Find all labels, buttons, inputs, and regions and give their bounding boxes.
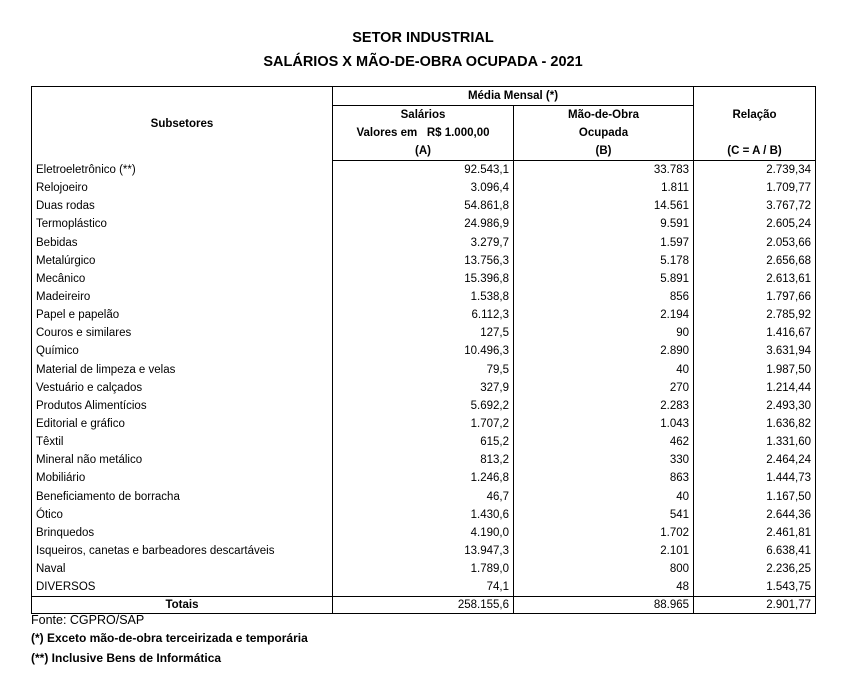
- cell-relacao: 2.493,30: [694, 397, 816, 415]
- header-media-mensal: Média Mensal (*): [333, 87, 694, 106]
- header-mao-de-obra: Mão-de-Obra: [514, 106, 694, 125]
- cell-salarios: 5.692,2: [333, 397, 514, 415]
- header-relacao-spacer: [694, 87, 816, 106]
- cell-relacao: 1.797,66: [694, 288, 816, 306]
- table-body: [32, 161, 816, 597]
- table-row: [32, 161, 816, 180]
- table-row: [32, 324, 816, 342]
- footnote-2: (**) Inclusive Bens de Informática: [31, 651, 222, 665]
- page-title: SETOR INDUSTRIAL: [352, 30, 494, 46]
- cell-salarios: 13.756,3: [333, 252, 514, 270]
- table-row: [32, 524, 816, 542]
- table-row: [32, 342, 816, 360]
- table-row: [32, 306, 816, 324]
- cell-mao-de-obra: 856: [514, 288, 694, 306]
- cell-mao-de-obra: 1.597: [514, 234, 694, 252]
- cell-mao-de-obra: 1.811: [514, 179, 694, 197]
- cell-relacao: 3.767,72: [694, 197, 816, 215]
- page-subtitle: SALÁRIOS X MÃO-DE-OBRA OCUPADA - 2021: [263, 54, 583, 70]
- table-row: [32, 179, 816, 197]
- header-subsetores: Subsetores: [32, 87, 333, 161]
- cell-relacao: 1.709,77: [694, 179, 816, 197]
- cell-salarios: 46,7: [333, 488, 514, 506]
- cell-salarios: 4.190,0: [333, 524, 514, 542]
- cell-subsetor: Ótico: [32, 506, 333, 524]
- table-row: [32, 197, 816, 215]
- table-row: [32, 578, 816, 597]
- cell-relacao: 1.416,67: [694, 324, 816, 342]
- cell-mao-de-obra: 5.891: [514, 270, 694, 288]
- header-salarios: Salários: [333, 106, 514, 125]
- cell-subsetor: Mineral não metálico: [32, 451, 333, 469]
- cell-relacao: 2.739,34: [694, 161, 816, 180]
- cell-subsetor: Isqueiros, canetas e barbeadores descartáveis: [32, 542, 333, 560]
- cell-salarios: 1.430,6: [333, 506, 514, 524]
- cell-mao-de-obra: 9.591: [514, 215, 694, 233]
- cell-subsetor: Mecânico: [32, 270, 333, 288]
- cell-relacao: 1.987,50: [694, 361, 816, 379]
- header-mao-de-obra-sub: Ocupada: [514, 124, 694, 142]
- table-row: [32, 270, 816, 288]
- table-row: [32, 379, 816, 397]
- cell-subsetor: Editorial e gráfico: [32, 415, 333, 433]
- cell-subsetor: Produtos Alimentícios: [32, 397, 333, 415]
- cell-subsetor: Mobiliário: [32, 469, 333, 487]
- cell-salarios: 327,9: [333, 379, 514, 397]
- cell-mao-de-obra: 2.890: [514, 342, 694, 360]
- cell-subsetor: Metalúrgico: [32, 252, 333, 270]
- cell-mao-de-obra: 541: [514, 506, 694, 524]
- cell-salarios: 3.279,7: [333, 234, 514, 252]
- header-relacao-blank: [694, 124, 816, 142]
- cell-mao-de-obra: 2.283: [514, 397, 694, 415]
- cell-mao-de-obra: 48: [514, 578, 694, 597]
- table-row: [32, 542, 816, 560]
- cell-relacao: 1.167,50: [694, 488, 816, 506]
- header-relacao: Relação: [694, 106, 816, 125]
- cell-mao-de-obra: 2.194: [514, 306, 694, 324]
- table-row: [32, 397, 816, 415]
- cell-subsetor: Têxtil: [32, 433, 333, 451]
- cell-relacao: 3.631,94: [694, 342, 816, 360]
- cell-salarios: 6.112,3: [333, 306, 514, 324]
- table-row: [32, 415, 816, 433]
- cell-subsetor: Químico: [32, 342, 333, 360]
- cell-mao-de-obra: 800: [514, 560, 694, 578]
- cell-relacao: 1.444,73: [694, 469, 816, 487]
- cell-subsetor: Eletroeletrônico (**): [32, 161, 333, 180]
- cell-salarios: 3.096,4: [333, 179, 514, 197]
- totals-relacao: 2.901,77: [694, 597, 816, 614]
- table-row: [32, 488, 816, 506]
- totals-mao-de-obra: 88.965: [514, 597, 694, 614]
- cell-relacao: 2.644,36: [694, 506, 816, 524]
- table-header: [32, 87, 816, 161]
- cell-salarios: 1.789,0: [333, 560, 514, 578]
- cell-mao-de-obra: 2.101: [514, 542, 694, 560]
- cell-mao-de-obra: 462: [514, 433, 694, 451]
- cell-subsetor: DIVERSOS: [32, 578, 333, 597]
- cell-subsetor: Brinquedos: [32, 524, 333, 542]
- cell-salarios: 54.861,8: [333, 197, 514, 215]
- cell-salarios: 615,2: [333, 433, 514, 451]
- cell-salarios: 1.246,8: [333, 469, 514, 487]
- totals-salarios: 258.155,6: [333, 597, 514, 614]
- table-row: [32, 234, 816, 252]
- cell-relacao: 1.214,44: [694, 379, 816, 397]
- cell-subsetor: Madeireiro: [32, 288, 333, 306]
- cell-subsetor: Termoplástico: [32, 215, 333, 233]
- table-row: [32, 215, 816, 233]
- cell-subsetor: Relojoeiro: [32, 179, 333, 197]
- table-row: [32, 288, 816, 306]
- table-row: [32, 252, 816, 270]
- totals-row: [32, 597, 816, 614]
- header-salarios-code: (A): [333, 142, 514, 161]
- cell-mao-de-obra: 1.043: [514, 415, 694, 433]
- cell-subsetor: Beneficiamento de borracha: [32, 488, 333, 506]
- table-row: [32, 433, 816, 451]
- cell-mao-de-obra: 5.178: [514, 252, 694, 270]
- cell-mao-de-obra: 270: [514, 379, 694, 397]
- cell-salarios: 92.543,1: [333, 161, 514, 180]
- cell-subsetor: Duas rodas: [32, 197, 333, 215]
- cell-relacao: 2.605,24: [694, 215, 816, 233]
- cell-salarios: 1.538,8: [333, 288, 514, 306]
- cell-relacao: 2.785,92: [694, 306, 816, 324]
- cell-salarios: 1.707,2: [333, 415, 514, 433]
- table-row: [32, 451, 816, 469]
- cell-salarios: 79,5: [333, 361, 514, 379]
- cell-salarios: 74,1: [333, 578, 514, 597]
- cell-salarios: 813,2: [333, 451, 514, 469]
- cell-subsetor: Material de limpeza e velas: [32, 361, 333, 379]
- cell-mao-de-obra: 14.561: [514, 197, 694, 215]
- cell-mao-de-obra: 40: [514, 361, 694, 379]
- table-row: [32, 560, 816, 578]
- table-row: [32, 361, 816, 379]
- cell-mao-de-obra: 863: [514, 469, 694, 487]
- cell-relacao: 2.236,25: [694, 560, 816, 578]
- cell-relacao: 2.613,61: [694, 270, 816, 288]
- table-row: [32, 469, 816, 487]
- footnote-1: (*) Exceto mão-de-obra terceirizada e temporária: [31, 631, 308, 645]
- header-mao-de-obra-code: (B): [514, 142, 694, 161]
- cell-relacao: 2.464,24: [694, 451, 816, 469]
- totals-label: Totais: [32, 597, 333, 614]
- cell-mao-de-obra: 33.783: [514, 161, 694, 180]
- cell-salarios: 13.947,3: [333, 542, 514, 560]
- cell-salarios: 10.496,3: [333, 342, 514, 360]
- data-table: [31, 86, 816, 614]
- cell-mao-de-obra: 90: [514, 324, 694, 342]
- cell-subsetor: Bebidas: [32, 234, 333, 252]
- header-relacao-code: (C = A / B): [694, 142, 816, 161]
- cell-relacao: 1.331,60: [694, 433, 816, 451]
- cell-relacao: 1.636,82: [694, 415, 816, 433]
- cell-mao-de-obra: 40: [514, 488, 694, 506]
- cell-mao-de-obra: 1.702: [514, 524, 694, 542]
- cell-subsetor: Papel e papelão: [32, 306, 333, 324]
- cell-subsetor: Vestuário e calçados: [32, 379, 333, 397]
- cell-salarios: 15.396,8: [333, 270, 514, 288]
- table-row: [32, 506, 816, 524]
- cell-relacao: 2.656,68: [694, 252, 816, 270]
- source-note: Fonte: CGPRO/SAP: [31, 613, 145, 627]
- cell-relacao: 2.461,81: [694, 524, 816, 542]
- cell-mao-de-obra: 330: [514, 451, 694, 469]
- cell-salarios: 24.986,9: [333, 215, 514, 233]
- header-salarios-sub: Valores em R$ 1.000,00: [333, 124, 514, 142]
- cell-relacao: 1.543,75: [694, 578, 816, 597]
- cell-subsetor: Naval: [32, 560, 333, 578]
- cell-relacao: 6.638,41: [694, 542, 816, 560]
- cell-salarios: 127,5: [333, 324, 514, 342]
- cell-subsetor: Couros e similares: [32, 324, 333, 342]
- cell-relacao: 2.053,66: [694, 234, 816, 252]
